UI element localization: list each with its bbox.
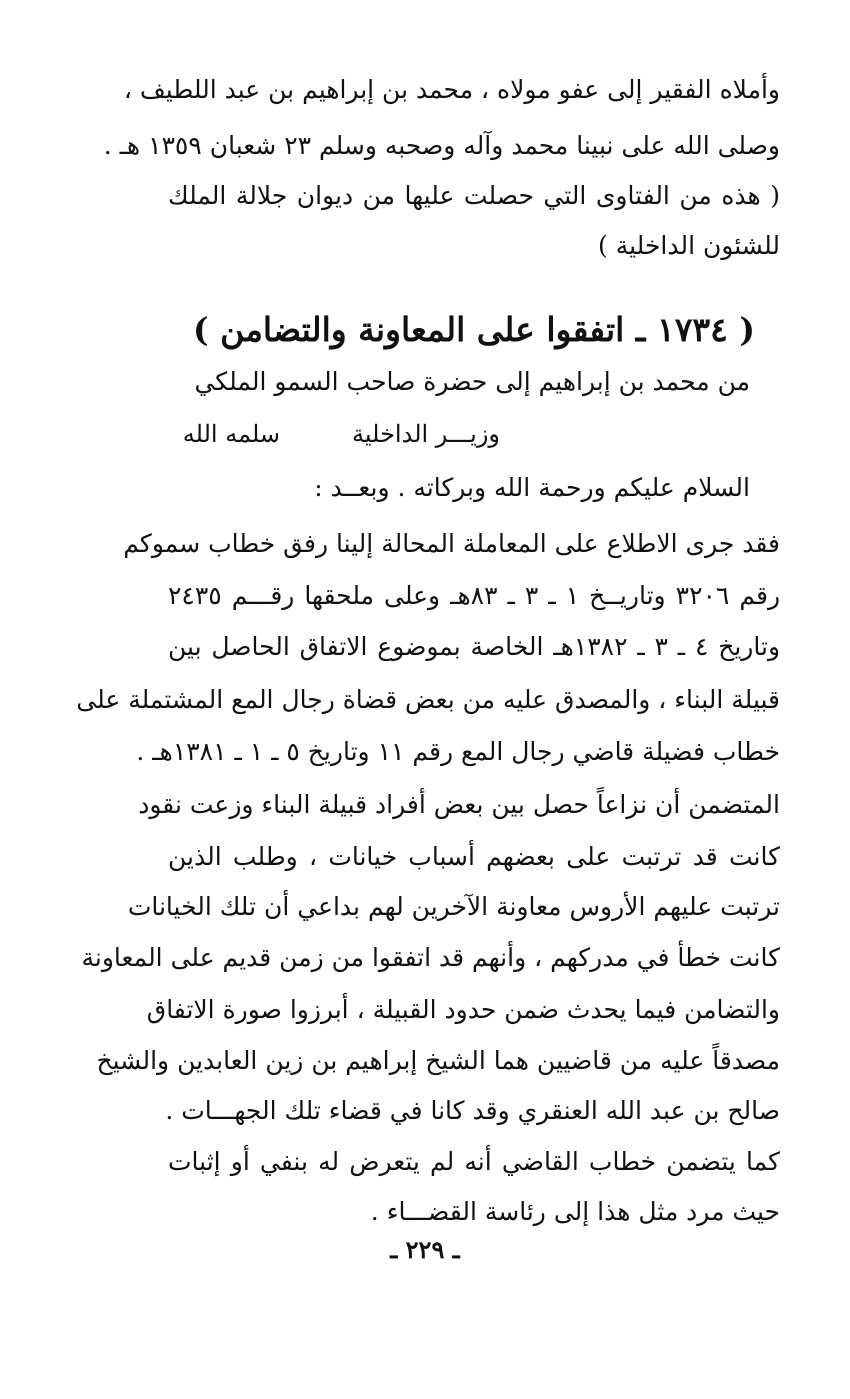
body-line: كانت خطأ في مدركهم ، وأنهم قد اتفقوا من زمن قديم على المعاونة: [81, 943, 780, 972]
letter-recipient-greeting: سلمه الله: [182, 420, 280, 448]
body-line: المتضمن أن نزاعاً حصل بين بعض أفراد قبيلة البناء وزعت نقود: [138, 790, 780, 819]
body-line: وتاريخ ٤ ـ ٣ ـ ١٣٨٢هـ الخاصة بموضوع الاتفاق الحاصل بين: [168, 632, 781, 661]
intro-line: ( هذه من الفتاوى التي حصلت عليها من ديوان جلالة الملك: [168, 181, 780, 210]
body-line: فقد جرى الاطلاع على المعاملة المحالة إلينا رفق خطاب سموكم: [123, 529, 780, 558]
body-line: كانت قد ترتبت على بعضهم أسباب خيانات ، وطلب الذين: [168, 842, 780, 871]
body-line: مصدقاً عليه من قاضيين هما الشيخ إبراهيم بن زين العابدين والشيخ: [96, 1046, 780, 1075]
letter-recipient-role: وزيـــر الداخلية: [352, 420, 500, 448]
intro-line: للشئون الداخلية ): [598, 231, 780, 260]
body-line: حيث مرد مثل هذا إلى رئاسة القضـــاء .: [370, 1197, 780, 1226]
intro-line: وصلى الله على نبينا محمد وآله وصحبه وسلم ٢٣ شعبان ١٣٥٩ هـ .: [103, 131, 780, 160]
body-line: قبيلة البناء ، والمصدق عليه من بعض قضاة رجال المع المشتملة على: [76, 685, 780, 714]
letter-salutation: السلام عليكم ورحمة الله وبركاته . وبعــد :: [314, 473, 750, 502]
body-line: ترتبت عليهم الأروس معاونة الآخرين لهم بداعي أن تلك الخيانات: [127, 892, 780, 921]
letter-sender: من محمد بن إبراهيم إلى حضرة صاحب السمو الملكي: [194, 367, 750, 396]
body-line: كما يتضمن خطاب القاضي أنه لم يتعرض له بنفي أو إثبات: [168, 1147, 780, 1176]
body-line: صالح بن عبد الله العنقري وقد كانا في قضاء تلك الجهـــات .: [165, 1096, 780, 1125]
body-line: خطاب فضيلة قاضي رجال المع رقم ١١ وتاريخ ٥ ـ ١ ـ ١٣٨١هـ .: [136, 737, 780, 766]
body-line: والتضامن فيما يحدث ضمن حدود القبيلة ، أبرزوا صورة الاتفاق: [146, 995, 780, 1024]
section-heading: ( ١٧٣٤ ـ اتفقوا على المعاونة والتضامن ): [193, 310, 755, 349]
page-number: ـ ٢٢٩ ـ: [390, 1235, 460, 1264]
intro-line: وأملاه الفقير إلى عفو مولاه ، محمد بن إبراهيم بن عبد اللطيف ،: [123, 75, 780, 104]
body-line: رقم ٣٢٠٦ وتاريــخ ١ ـ ٣ ـ ٨٣هـ وعلى ملحقها رقـــم ٢٤٣٥: [168, 581, 781, 610]
